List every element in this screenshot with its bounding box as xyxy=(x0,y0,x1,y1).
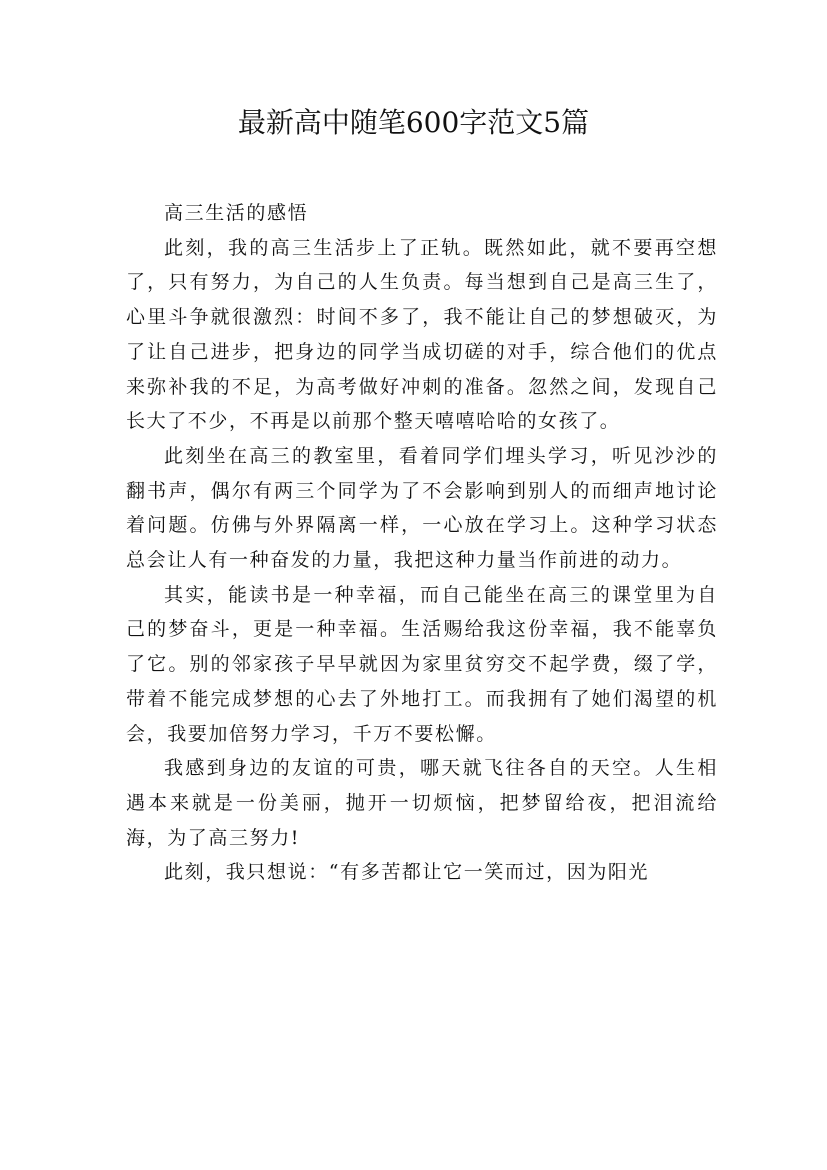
paragraph: 此刻，我只想说：“有多苦都让它一笑而过，因为阳光 xyxy=(164,861,650,884)
document-body xyxy=(126,196,718,890)
document-title: 最新高中随笔600字范文5篇 xyxy=(237,106,590,139)
paragraph: 此刻坐在高三的教室里，看着同学们埋头学习，听见沙沙的翻书声，偶尔有两三个同学为了不会影响到别人的而细声地讨论着问题。仿佛与外界隔离一样，一心放在学习上。这种学习状态总会让人有一种奋发的力量，我把这种力量当作前进的动力。 xyxy=(126,444,718,572)
paragraph: 其实，能读书是一种幸福，而自己能坐在高三的课堂里为自己的梦奋斗，更是一种幸福。生活赐给我这份幸福，我不能辜负了它。别的邻家孩子早早就因为家里贫穷交不起学费，缀了学，带着不能完成梦想的心去了外地打工。而我拥有了她们渴望的机会，我要加倍努力学习，千万不要松懈。 xyxy=(126,583,718,745)
section-heading: 高三生活的感悟 xyxy=(164,202,309,224)
paragraph: 此刻，我的高三生活步上了正轨。既然如此，就不要再空想了，只有努力，为自己的人生负责。每当想到自己是高三生了，心里斗争就很激烈：时间不多了，我不能让自己的梦想破灭，为了让自己进步，把身边的同学当成切磋的对手，综合他们的优点来弥补我的不足，为高考做好冲刺的准备。忽然之间，发现自己长大了不少，不再是以前那个整天嘻嘻哈哈的女孩了。 xyxy=(126,236,718,433)
paragraph: 我感到身边的友谊的可贵，哪天就飞往各自的天空。人生相遇本来就是一份美丽，抛开一切烦恼，把梦留给夜，把泪流给海，为了高三努力! xyxy=(126,757,718,849)
